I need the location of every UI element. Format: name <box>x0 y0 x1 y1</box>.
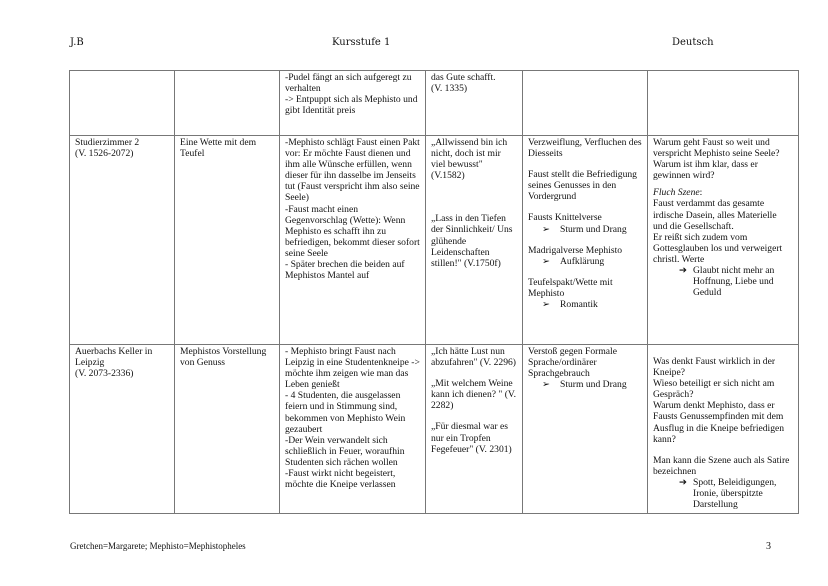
quote-text: das Gute schafft. (V. 1335) <box>431 72 496 95</box>
scene-cell <box>70 71 175 136</box>
sub-point: ➢ Romantik <box>542 299 598 311</box>
table-row <box>70 345 799 514</box>
content-cell <box>280 71 426 136</box>
scene-cell <box>70 345 175 514</box>
content-text: - Mephisto bringt Faust nach Leipzig in eine Studentenkneipe -> möchte ihm zeigen wie man das Leben genießt - 4 Studenten, die ausgelassen feiern und in Stimmung sind, bekommen von Mephisto Wein gezaubert -Der Wein verwandelt sich schließlich in Feuer, woraufhin Studenten sich rächen wollen -Faust wirkt nicht begeistert, möchte die Kneipe verlassen <box>285 346 420 491</box>
topic-cell <box>175 136 280 345</box>
topic-text: Mephistos Vorstellung von Genuss <box>180 346 267 369</box>
topic-cell <box>175 345 280 514</box>
arrow-point: ➔ Glaubt nicht mehr an Hoffnung, Liebe und Geduld <box>679 265 775 299</box>
arrow-point: ➔ Spott, Beleidigungen, Ironie, überspitzte Darstellung <box>679 476 777 511</box>
form-text: Teufelspakt/Wette mit Mephisto <box>528 276 613 299</box>
form-text: Verstoß gegen Formale Sprache/ordinärer Sprachgebrauch <box>528 346 617 380</box>
sub-point: ➢ Sturm und Drang <box>542 223 627 235</box>
sub-point: ➢ Sturm und Drang <box>542 379 627 391</box>
content-cell <box>280 345 426 514</box>
analysis-text: Man kann die Szene auch als Satire bezeichnen <box>653 454 790 477</box>
form-cell <box>523 345 648 514</box>
scene-cell <box>70 136 175 345</box>
header-subject: Deutsch <box>672 37 714 48</box>
quote-text: „Mit welchem Weine kann ich dienen? " (V. 2282) <box>431 378 516 412</box>
form-cell <box>523 136 648 345</box>
scene-table <box>69 70 799 514</box>
topic-cell <box>175 71 280 136</box>
header-course: Kursstufe 1 <box>332 37 391 48</box>
footer-note: Gretchen=Margarete; Mephisto=Mephistopheles <box>70 541 246 551</box>
questions-cell <box>648 71 799 136</box>
arrow-right-icon: ➔ <box>679 265 688 277</box>
questions-cell <box>648 136 799 345</box>
form-text: Fausts Knittelverse <box>528 212 602 224</box>
analysis-text: Faust verdammt das gesamte irdische Dasein, alles Materielle und die Gesellschaft. Er reißt sich zudem vom Gottesglauben los und verweigert christl. Werte <box>653 198 783 265</box>
header-initials: J.B <box>70 37 84 48</box>
sub-point: ➢ Aufklärung <box>542 255 605 267</box>
form-text: Faust stellt die Befriedigung seines Genusses in den Vordergrund <box>528 169 637 203</box>
arrowhead-icon: ➢ <box>542 379 551 391</box>
arrowhead-icon: ➢ <box>542 223 551 235</box>
arrowhead-icon: ➢ <box>542 255 551 267</box>
quote-text: „Ich hätte Lust nun abzufahren" (V. 2296) <box>431 346 516 369</box>
content-text: -Mephisto schlägt Faust einen Pakt vor: Er möchte Faust dienen und ihm alle Wünsche erfüllen, wenn dieser für ihn dasselbe im Jenseits tut (Faust verspricht ihm also seine Seele) -Faust macht einen Gegenvorschlag (Wette): Wenn Mephisto es schafft ihn zu befriedigen, bekommt dieser sofort seine Seele - Später brechen die beiden auf Mephistos Mantel auf <box>285 137 420 282</box>
scene-label: Fluch Szene: <box>653 187 703 199</box>
arrow-right-icon: ➔ <box>679 476 688 488</box>
quotes-cell <box>426 136 523 345</box>
quote-text: „Allwissend bin ich nicht, doch ist mir viel bewusst" (V.1582) <box>431 137 508 182</box>
quote-text: „Lass in den Tiefen der Sinnlichkeit/ Uns glühende Leidenschaften stillen!" (V.1750f) <box>431 213 513 269</box>
page-number: 3 <box>766 541 771 552</box>
topic-text: Eine Wette mit dem Teufel <box>180 137 257 160</box>
scene-text: Auerbachs Keller in Leipzig (V. 2073-2336) <box>75 346 153 380</box>
form-text: Verzweiflung, Verfluchen des Diesseits <box>528 137 642 160</box>
table-row <box>70 71 799 136</box>
arrowhead-icon: ➢ <box>542 299 551 311</box>
content-cell <box>280 136 426 345</box>
form-cell <box>523 71 648 136</box>
scene-text: Studierzimmer 2 (V. 1526-2072) <box>75 137 140 160</box>
question-text: Warum geht Faust so weit und verspricht Mephisto seine Seele? Warum ist ihm klar, dass er gewinnen wird? <box>653 137 780 182</box>
quote-text: „Für diesmal war es nur ein Tropfen Fegefeuer" (V. 2301) <box>431 421 512 455</box>
quotes-cell <box>426 345 523 514</box>
content-text: -Pudel fängt an sich aufgeregt zu verhalten -> Entpuppt sich als Mephisto und gibt Identität preis <box>285 72 418 117</box>
questions-cell <box>648 345 799 514</box>
question-text: Was denkt Faust wirklich in der Kneipe? Wieso beteiligt er sich nicht am Gespräch? Warum denkt Mephisto, dass er Fausts Genussempfinden mit dem Ausflug in die Kneipe befriedigen kann? <box>653 356 785 445</box>
table-row <box>70 136 799 345</box>
quotes-cell <box>426 71 523 136</box>
form-text: Madrigalverse Mephisto <box>528 244 623 256</box>
